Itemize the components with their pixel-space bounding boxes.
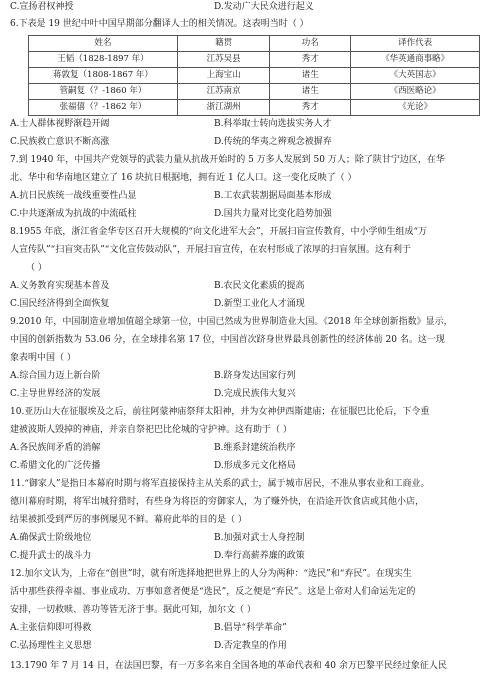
q12-stem-line1: 12.加尔文认为，上帝在“创世”时，就有所选择地把世界上的人分为两种：“选民”和“弃民”。在现实生 [10, 569, 412, 579]
q11-option-d: D.奉行高薪养廉的政策 [214, 551, 305, 561]
q9-stem-line3: 象表明中国（ ） [10, 353, 76, 363]
table-cell: 管嗣复（？-1860 年） [29, 84, 178, 100]
q6-option-b: B.科举取士转向选拔实务人才 [214, 119, 332, 129]
q10-option-d: D.形成多元文化格局 [214, 461, 296, 471]
table-cell: 蒋敦复（1808-1867 年） [29, 68, 178, 84]
table-cell: 诸生 [270, 68, 351, 84]
q6-option-a: A.士人群体视野渐趋开阔 [10, 119, 110, 129]
table-cell: 张福僖（？-1862 年） [29, 100, 178, 116]
table-cell: 江苏吴县 [177, 52, 269, 68]
q9-option-b: B.跻身发达国家行列 [214, 371, 296, 381]
q9-stem-line2: 中国的创新指数为 53.06 分，在全球排名第 17 位，中国首次跻身世界最具创新性的经济体前 20 名。这一现 [10, 335, 445, 345]
q6-option-c: C.民族救亡意识不断高涨 [10, 137, 110, 147]
q12-option-d: D.否定教皇的作用 [214, 641, 287, 651]
q6-table [28, 35, 480, 116]
q7-option-a: A.抗日民族统一战线重要性凸显 [10, 191, 137, 201]
table-cell: 浙江湖州 [177, 100, 269, 116]
table-cell: 王韬（1828-1897 年） [29, 52, 178, 68]
q10-option-c: C.希腊文化的广泛传播 [10, 461, 101, 471]
table-cell: 诸生 [270, 84, 351, 100]
prev-option-d: D.发动广大民众进行起义 [214, 2, 314, 12]
q11-option-b: B.加强对武士人身控制 [214, 533, 305, 543]
table-cell: 《光论》 [351, 100, 480, 116]
table-cell: 秀才 [270, 100, 351, 116]
q12-stem-line2: 活中那些获得幸福、事业成功、万事如意者便是“选民”，反之便是“弃民”。这是上帝对人们命运先定的 [10, 587, 416, 597]
table-row [29, 84, 480, 100]
q9-option-a: A.综合国力迈上新台阶 [10, 371, 101, 381]
q7-option-c: C.中共逐渐成为抗战的中流砥柱 [10, 209, 137, 219]
table-cell: 《华英通商事略》 [351, 52, 480, 68]
table-cell: 《西医略论》 [351, 84, 480, 100]
q6-stem: 6.下表是 19 世纪中叶中国早期部分翻译人士的相关情况。这表明当时（ ） [10, 19, 309, 29]
table-header-row [29, 36, 480, 52]
header-rank: 功名 [270, 36, 351, 52]
q12-option-c: C.弘扬理性主义思想 [10, 641, 92, 651]
q11-option-a: A.确保武士阶级地位 [10, 533, 92, 543]
q7-option-d: D.国共力量对比变化趋势加强 [214, 209, 332, 219]
q6-option-d: D.传统的华夷之辨观念被摒弃 [214, 137, 332, 147]
table-cell: 上海宝山 [177, 68, 269, 84]
q9-option-d: D.完成民族伟大复兴 [214, 389, 296, 399]
q8-option-d: D.新型工业化人才涌现 [214, 299, 305, 309]
prev-option-c: C.宣扬君权神授 [10, 2, 74, 12]
header-origin: 籍贯 [177, 36, 269, 52]
q7-stem-line1: 7.到 1940 年，中国共产党领导的武装力量从抗战开始时的 5 万多人发展到 50 万人；除了陕甘宁边区，在华 [10, 155, 445, 165]
table-row [29, 52, 480, 68]
q12-stem-line3: 安排，一切救赎、善功等皆无济于事。据此可知，加尔文（ ） [10, 605, 256, 615]
q10-option-b: B.维系封建统治秩序 [214, 443, 296, 453]
q7-stem-line2: 北、华中和华南地区建立了 16 块抗日根据地，拥有近 1 亿人口。这一变化反映了（ ） [10, 173, 357, 183]
q8-option-a: A.义务教育实现基本普及 [10, 281, 110, 291]
q12-option-a: A.主张信仰即可得救 [10, 623, 92, 633]
q10-stem-line2: 建被波斯人毁掉的神庙，并亲自祭祀巴比伦城的守护神。这有助于（ ） [10, 425, 292, 435]
q9-option-c: C.主导世界经济的发展 [10, 389, 101, 399]
q11-stem-line1: 11.“御家人”是指日本幕府时期与将军直接保持主从关系的武士，属于城市居民，不准从事农业和工商业。 [10, 479, 430, 489]
table-cell: 《大英国志》 [351, 68, 480, 84]
q13-stem-line1: 13.1790 年 7 月 14 日，在法国巴黎，有一万多名来自全国各地的革命代表和 40 余万巴黎平民经过象征人民 [10, 661, 447, 671]
q11-stem-line3: 结果被抓受到严厉的事例屡见不鲜。幕府此举的目的是（ ） [10, 515, 247, 525]
header-works: 译作代表 [351, 36, 480, 52]
q12-option-b: B.倡导“科学革命” [214, 623, 287, 633]
q8-option-c: C.国民经济得到全面恢复 [10, 299, 110, 309]
table-row [29, 68, 480, 84]
table-cell: 秀才 [270, 52, 351, 68]
table-cell: 江苏南京 [177, 84, 269, 100]
q11-stem-line2: 德川幕府时期，将军出城狩猎时，有些身为将臣的穷御家人，为了赚外快，在沿途开饮食店或其他小店， [10, 497, 425, 507]
table-row [29, 100, 480, 116]
q8-stem-line2: 人宣传队”“扫盲突击队”“文化宣传鼓动队”，开展扫盲宣传，在农村形成了浓厚的扫盲氛围。这有利于 [10, 245, 412, 255]
q10-option-a: A.各民族间矛盾的消解 [10, 443, 101, 453]
header-name: 姓名 [29, 36, 178, 52]
q11-option-c: C.提升武士的战斗力 [10, 551, 92, 561]
q10-stem-line1: 10.亚历山大在征服埃及之后，前往阿蒙神庙祭拜太阳神，并为女神伊西斯建庙；在征服巴比伦后，下令重 [10, 407, 430, 417]
q8-stem-line1: 8.1955 年底，浙江省金华专区召开大规模的“向文化进军大会”，开展扫盲宣传教育，中小学师生组成“万 [10, 227, 428, 237]
q8-stem-line3: （ ） [26, 263, 47, 273]
q8-option-b: B.农民文化素质的提高 [214, 281, 305, 291]
q7-option-b: B.工农武装割据局面基本形成 [214, 191, 332, 201]
q9-stem-line1: 9.2010 年，中国制造业增加值超全球第一位，中国已然成为世界制造业大国。《2018 年全球创新指数》显示， [10, 317, 453, 327]
